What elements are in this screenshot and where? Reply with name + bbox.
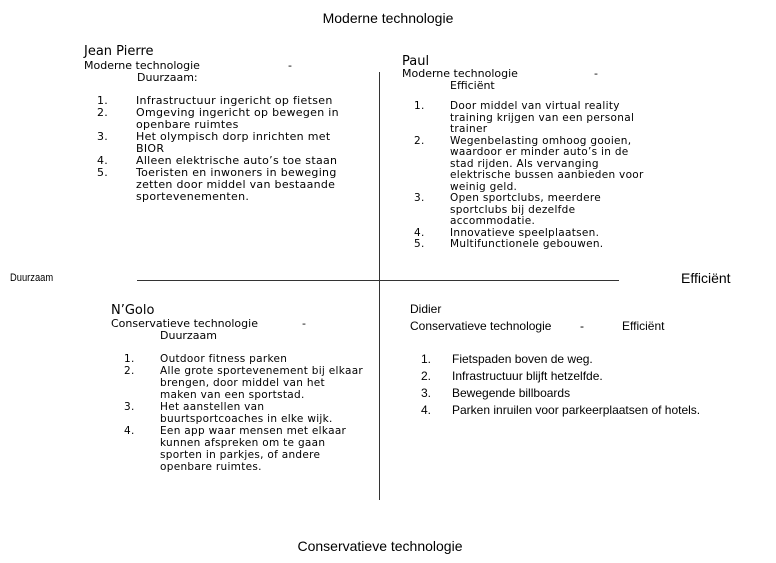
quadrant-top-right-tech: Moderne technologie	[402, 67, 518, 80]
quadrant-bottom-right-dash: -	[580, 319, 584, 333]
quadrant-top-left-tech: Moderne technologie	[84, 59, 200, 72]
list-item: 1. Outdoor fitness parken	[124, 353, 288, 365]
quadrant-bottom-right-tech: Conservatieve technologie	[410, 319, 552, 333]
vertical-axis-line	[379, 72, 380, 500]
list-item: 3. Bewegende billboards	[421, 386, 571, 400]
list-item: 3. Het olympisch dorp inrichten met BIOR	[97, 130, 331, 155]
axis-label-top: Moderne technologie	[322, 10, 454, 26]
quadrant-top-left-goal: Duurzaam:	[137, 71, 198, 84]
list-item: 4. Alleen elektrische auto’s toe staan	[97, 154, 338, 167]
quadrant-bottom-left-tech: Conservatieve technologie	[111, 317, 258, 330]
horizontal-axis-line	[137, 280, 619, 281]
list-item: 2. Alle grote sportevenement bij elkaar brengen, door middel van het maken van een sportstad.	[124, 365, 364, 401]
list-item: 4. Parken inruilen voor parkeerplaatsen of hotels.	[421, 403, 701, 417]
list-item: 3. Het aanstellen van buurtsportcoaches in elke wijk.	[124, 401, 333, 425]
list-item: 4. Een app waar mensen met elkaar kunnen afspreken om te gaan sporten in parkjes, of andere openbare ruimtes.	[124, 425, 347, 473]
list-item: 3. Open sportclubs, meerdere sportclubs bij dezelfde accommodatie.	[414, 192, 601, 227]
list-item: 2. Omgeving ingericht op bewegen in openbare ruimtes	[97, 106, 339, 131]
quadrant-bottom-right-list	[421, 351, 721, 419]
quadrant-bottom-left-goal: Duurzaam	[160, 329, 217, 342]
list-item: 4. Innovatieve speelplaatsen.	[414, 226, 600, 239]
quadrant-bottom-left-dash: -	[302, 317, 306, 330]
axis-label-bottom: Conservatieve technologie	[297, 538, 463, 554]
quadrant-top-right-dash: -	[594, 67, 598, 80]
quadrant-top-left-dash: -	[288, 59, 292, 72]
quadrant-bottom-left-list	[124, 353, 364, 473]
quadrant-top-left-name: Jean Pierre	[84, 44, 154, 59]
list-item: 5. Toeristen en inwoners in beweging zetten door middel van bestaande sportevenementen.	[97, 166, 337, 203]
quadrant-top-right-goal: Efficiënt	[450, 79, 495, 92]
axis-label-right: Efficiënt	[681, 270, 731, 286]
quadrant-bottom-right-goal: Efficiënt	[622, 319, 665, 333]
quadrant-top-left-list	[97, 95, 347, 203]
list-item: 1. Infrastructuur ingericht op fietsen	[97, 94, 333, 107]
quadrant-bottom-left-name: N’Golo	[111, 303, 155, 318]
list-item: 5. Multifunctionele gebouwen.	[414, 238, 604, 250]
quadrant-top-right-name: Paul	[402, 54, 430, 69]
list-item: 1. Door middel van virtual reality training krijgen van een personal trainer	[414, 100, 635, 135]
quadrant-bottom-right-name: Didier	[410, 302, 442, 316]
list-item: 1. Fietspaden boven de weg.	[421, 352, 593, 366]
quadrant-top-right-list	[414, 101, 654, 251]
list-item: 2. Infrastructuur blijft hetzelfde.	[421, 369, 603, 383]
list-item: 2. Wegenbelasting omhoog gooien, waardoor er minder auto’s in de stad rijden. Als vervanging elektrische bussen aanbieden voor weinig geld.	[414, 134, 644, 193]
axis-label-left: Duurzaam	[10, 272, 54, 284]
